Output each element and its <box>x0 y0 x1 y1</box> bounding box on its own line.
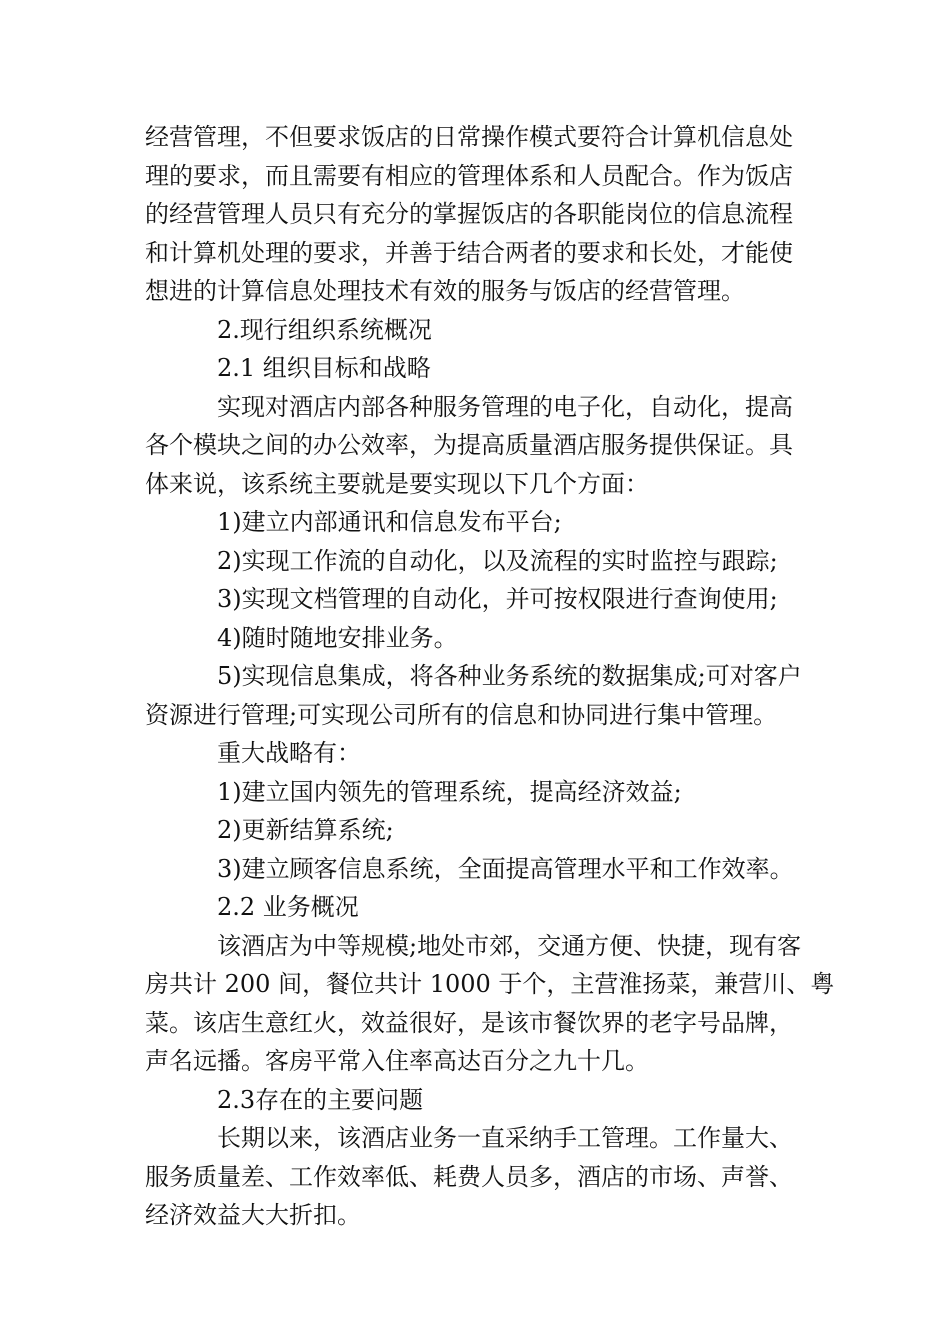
subsection-heading: 2.3存在的主要问题 <box>217 1085 424 1114</box>
text-line: 重大战略有： <box>217 739 361 767</box>
text-line: 声名远播。客房平常入住率高达百分之九十几。 <box>145 1047 649 1075</box>
text-line: 房共计 200 间，餐位共计 1000 于个，主营淮扬菜，兼营川、粤 <box>145 970 835 998</box>
list-item: 5)实现信息集成，将各种业务系统的数据集成;可对客户 <box>217 662 802 690</box>
list-item: 2)更新结算系统; <box>217 816 394 844</box>
list-item: 2)实现工作流的自动化，以及流程的实时监控与跟踪; <box>217 546 778 575</box>
text-line: 体来说，该系统主要就是要实现以下几个方面： <box>145 469 649 498</box>
text-line: 理的要求，而且需要有相应的管理体系和人员配合。作为饭店 <box>145 161 793 190</box>
list-item: 3)实现文档管理的自动化，并可按权限进行查询使用; <box>217 585 778 613</box>
document-body <box>145 118 835 1235</box>
text-line: 菜。该店生意红火，效益很好，是该市餐饮界的老字号品牌， <box>145 1008 793 1037</box>
text-line: 想进的计算信息处理技术有效的服务与饭店的经营管理。 <box>145 277 745 305</box>
text-line: 经营管理，不但要求饭店的日常操作模式要符合计算机信息处 <box>145 123 793 151</box>
list-item: 4)随时随地安排业务。 <box>217 623 458 652</box>
text-line: 和计算机处理的要求，并善于结合两者的要求和长处，才能使 <box>145 238 793 267</box>
subsection-heading: 2.1 组织目标和战略 <box>217 354 431 382</box>
list-item: 1)建立内部通讯和信息发布平台; <box>217 508 562 536</box>
text-line: 实现对酒店内部各种服务管理的电子化，自动化，提高 <box>217 392 793 421</box>
text-line: 长期以来，该酒店业务一直采纳手工管理。工作量大、 <box>217 1124 793 1152</box>
text-line: 服务质量差、工作效率低、耗费人员多，酒店的市场、声誉、 <box>145 1162 793 1191</box>
list-item: 1)建立国内领先的管理系统，提高经济效益; <box>217 777 682 806</box>
text-line: 该酒店为中等规模;地处市郊，交通方便、快捷，现有客 <box>217 931 802 960</box>
list-item: 3)建立顾客信息系统，全面提高管理水平和工作效率。 <box>217 854 794 883</box>
text-line: 经济效益大大折扣。 <box>145 1201 361 1229</box>
subsection-heading: 2.2 业务概况 <box>217 893 359 921</box>
text-line: 资源进行管理;可实现公司所有的信息和协同进行集中管理。 <box>145 700 778 729</box>
text-line: 的经营管理人员只有充分的掌握饭店的各职能岗位的信息流程 <box>145 200 793 228</box>
section-heading: 2.现行组织系统概况 <box>217 315 432 344</box>
text-line: 各个模块之间的办公效率，为提高质量酒店服务提供保证。具 <box>145 431 793 459</box>
